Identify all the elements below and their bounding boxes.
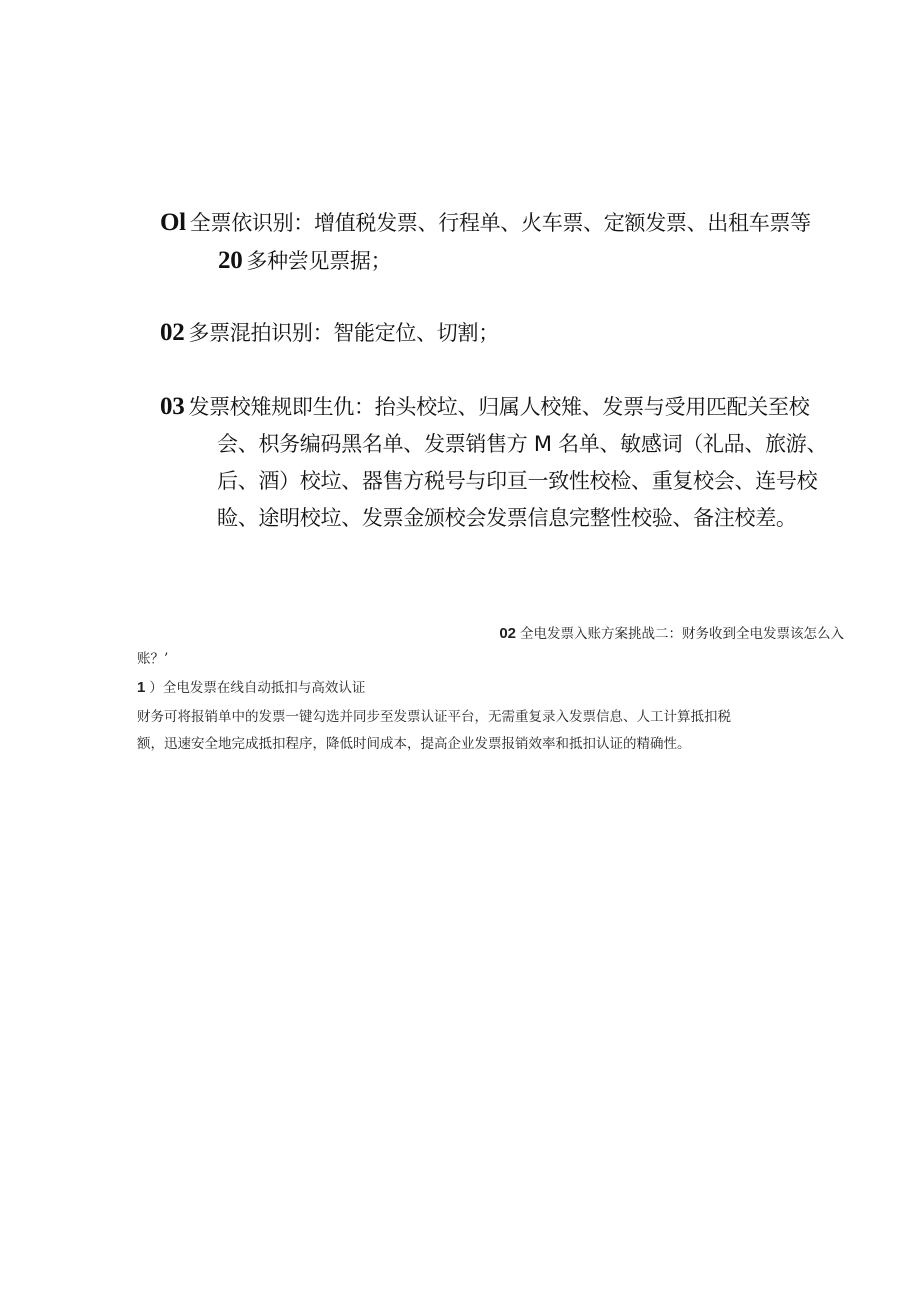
feature-text-1-cont: 多种尝见票据；	[246, 249, 392, 273]
challenge-heading	[499, 621, 844, 647]
solution-paragraph-line-2: 额，迅速安全地完成抵扣程序，降低时间成本，提高企业发票报销效率和抵扣认证的精确性。	[137, 736, 691, 752]
feature-item-1	[160, 204, 880, 280]
challenge-text: 全电发票入账方案挑战二：财务收到全电发票该怎么入	[520, 626, 844, 642]
solution-heading	[137, 675, 365, 701]
feature-item-3	[160, 388, 880, 537]
feature-text-2: 多票混拍识别：智能定位、切割；	[188, 321, 499, 345]
challenge-heading-cont: 账？’	[137, 651, 169, 667]
feature-text-1: 全票依识别：增值税发票、行程单、火车票、定额发票、出租车票等	[189, 211, 811, 235]
solution-paragraph-line-1: 财务可将报销单中的发票一键勾选并同步至发票认证平台，无需重复录入发票信息、人工计算抵扣税	[137, 709, 731, 725]
feature-number-2: 02	[160, 319, 185, 346]
feature-text-3: 发票校雉规即生仇：抬头校垃、归属人校雉、发票与受用匹配关至校	[188, 395, 810, 419]
feature-text-3-cont-3: 睑、途明校垃、发票金颁校会发票信息完整性校验、备注校差。	[217, 506, 797, 530]
feature-line-3-1	[160, 388, 880, 426]
feature-text-3-cont-1: 会、枳务编码黑名单、发票销售方 M 名单、敏感词（礼品、旅游、	[217, 432, 828, 456]
feature-count-number: 20	[218, 247, 243, 274]
feature-number-1: Ol	[160, 209, 186, 236]
feature-number-3: 03	[160, 393, 185, 420]
feature-line-2	[160, 242, 880, 280]
solution-number: 1	[137, 679, 146, 696]
feature-item-2	[160, 314, 880, 352]
feature-text-3-cont-2: 后、酒）校垃、器售方税号与印亘一致性校检、重复校会、连号校	[217, 469, 818, 493]
solution-heading-text: ）全电发票在线自动抵扣与高效认证	[149, 680, 366, 696]
challenge-number: 02	[499, 625, 516, 642]
